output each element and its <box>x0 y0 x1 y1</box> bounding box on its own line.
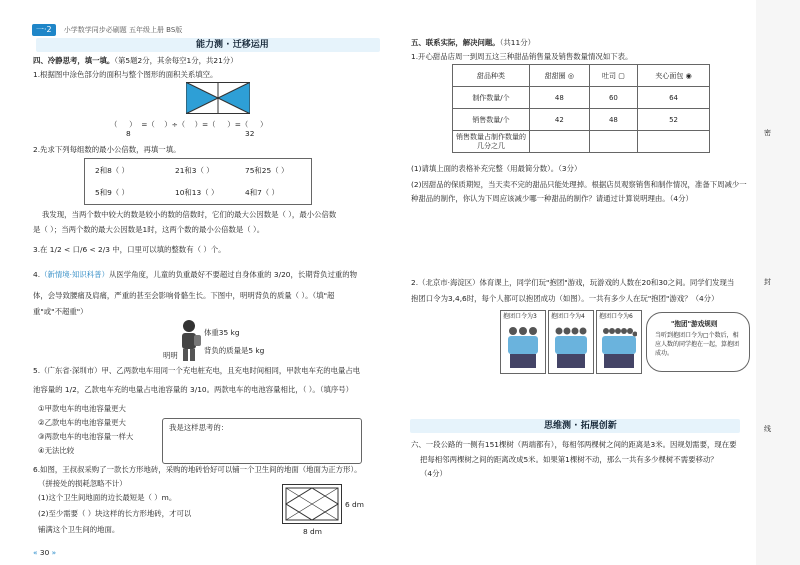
q5-think-label: 我是这样思考的： <box>169 423 229 432</box>
donut-icon: ◎ <box>567 71 575 80</box>
binding-char-1: 密 <box>764 129 771 137</box>
binding-char-3: 线 <box>764 425 771 433</box>
q1-den-1: 8 <box>126 129 131 138</box>
hug-caption-6: 抱团口令为6 <box>599 313 633 320</box>
q4-line2: 体，会导致腰痛及肩痛，严重的甚至会影响骨骼生长。下图中，明明背负的质量（ ）。（填"超 <box>33 291 335 300</box>
q51-text: 1.开心甜品店周一到周五这三种甜品销售量及销售数量情况如下表。 <box>411 52 633 61</box>
q2-line1: 我发现，当两个数中较大的数是较小的数的倍数时，它们的最大公因数是（ ），最小公倍数 <box>42 210 337 219</box>
q5-opt4: ④无法比较 <box>38 446 75 455</box>
q52-line1: 2.（北京市·海淀区）体育课上，同学们玩"抱团"游戏，玩游戏的人数在20和30之间。同学们发现当 <box>411 278 735 287</box>
hug-group-4 <box>553 325 589 369</box>
q1-den-2: 32 <box>245 129 255 138</box>
q2-r1c3: 75和25（ ） <box>245 166 289 175</box>
q52-line2: 抱团口令为3,4,6时，每个人都可以抱团成功（如图）。一共有多少人在玩"抱团"游戏？（4分） <box>411 294 719 303</box>
banner-thinking <box>410 419 740 433</box>
q5-line1: 5.（广东省·深圳市）甲、乙两款电车用同一个充电桩充电，且充电时间相同，甲款电车充的电量占电 <box>33 366 361 375</box>
section5-title: 五、联系实际，解决问题。（共11分） <box>411 38 535 47</box>
banner-thinking-title: 思维测 · 拓展创新 <box>544 421 617 431</box>
cell <box>589 131 637 153</box>
th-donut: 甜甜圈 ◎ <box>530 65 590 87</box>
tile-width: 8 dm <box>303 527 322 536</box>
section6-line3: （4分） <box>420 469 447 478</box>
q6-line1: 6.如图，王叔叔采购了一款长方形地砖，采购的地砖恰好可以铺一个卫生间的地面（地面为正方形）。 <box>33 465 362 474</box>
q2-line2: 是（ ）；当两个数的最大公因数是1时，这两个数的最小公倍数是（ ）。 <box>33 225 265 234</box>
header-series: 小学数学同步必刷题 五年级上册 BS版 <box>63 26 183 34</box>
cell: 64 <box>638 87 710 109</box>
row-made-label: 制作数量/个 <box>453 87 530 109</box>
hug-group-6 <box>601 325 637 369</box>
q1-expression: （ ） =（ ）÷（ ）=（ ）=（ ） <box>110 120 268 129</box>
q51-b2: 种甜品的制作，你认为下周应该减少哪一种甜品的制作？请通过计算说明理由。（4分） <box>411 194 693 203</box>
q2-box <box>84 158 312 205</box>
cell: 48 <box>530 87 590 109</box>
q1-text: 1.根据图中涂色部分的面积与整个图形的面积关系填空。 <box>33 70 218 79</box>
q5-opt1: ①甲款电车的电池容量更大 <box>38 404 126 413</box>
child-figure <box>174 318 204 362</box>
q5-line2: 池容量的 1/2，乙款电车充的电量占电池容量的 3/10。两款电车的电池容量相比，（ ）。（填序号） <box>33 385 354 394</box>
toast-icon: ▢ <box>618 71 625 80</box>
hug-caption-4: 抱团口令为4 <box>551 313 585 320</box>
hug-panel-3 <box>500 310 546 374</box>
q4-name: 明明 <box>163 351 178 360</box>
hug-panel-4 <box>548 310 594 374</box>
q6-s2: (2)至少需要（ ）块这样的长方形地砖，才可以 <box>38 509 192 518</box>
cell <box>530 131 590 153</box>
binding-strip <box>756 0 800 565</box>
cell: 48 <box>589 109 637 131</box>
binding-char-2: 封 <box>764 278 771 286</box>
q4-bag: 背负的质量是5 kg <box>204 346 265 355</box>
q51-b1: (2)因甜品的保质期短，当天卖不完的甜品只能处理掉。根据店员观察销售和制作情况，准备下周减少一 <box>411 180 747 189</box>
q2-r1c2: 21和3（ ） <box>175 166 214 175</box>
section6-line2: 把每相邻两棵树之间的距离改成5米。如果第1棵树不动，那么一共有多少棵树不需要移动？ <box>420 455 718 464</box>
q6-s1: (1)这个卫生间地面的边长最短是（ ）m。 <box>38 493 177 502</box>
th-bread: 夹心面包 ◉ <box>638 65 710 87</box>
bread-icon: ◉ <box>685 71 692 80</box>
q5-opt3: ③两款电车的电池容量一样大 <box>38 432 134 441</box>
q6-s3: 铺满这个卫生间的地面。 <box>38 525 120 534</box>
q6-line2: （拼接处的损耗忽略不计） <box>38 479 127 488</box>
q4-weight: 体重35 kg <box>204 328 240 337</box>
hug-group-3 <box>505 325 541 369</box>
q2-r2c2: 10和13（ ） <box>175 188 219 197</box>
hug-rule-title: "抱团"游戏规则 <box>671 320 718 328</box>
cell: 42 <box>530 109 590 131</box>
q51-a: (1)请填上面的表格补充完整（用最简分数）。（3分） <box>411 164 582 173</box>
q2-r2c3: 4和7（ ） <box>245 188 279 197</box>
page-header <box>32 17 182 36</box>
backpack-icon <box>194 335 201 346</box>
th-type: 甜品种类 <box>453 65 530 87</box>
page-number: « 30 » <box>33 548 57 557</box>
q5-think-box <box>162 418 362 464</box>
q1-figure <box>186 82 250 114</box>
header-badge: 一·2 <box>32 24 56 36</box>
banner-ability <box>36 38 380 52</box>
section4-title: 四、冷静思考，填一填。（第5题2分，其余每空1分，共21分） <box>33 56 238 65</box>
hug-rule-bubble <box>646 312 750 372</box>
q5-opt2: ②乙款电车的电池容量更大 <box>38 418 126 427</box>
q4-line3: 重"或"不超重"） <box>33 307 88 316</box>
row-fraction-label: 销售数量占制作数量的几分之几 <box>453 131 530 153</box>
q2-r2c1: 5和9（ ） <box>95 188 129 197</box>
hug-caption-3: 抱团口令为3 <box>503 313 537 320</box>
q4-line1: 4.（新情境·知识科普）从医学角度，儿童的负重最好不要超过自身体重的 3/20，长期背负过重的物 <box>33 270 358 279</box>
cell: 52 <box>638 109 710 131</box>
q4-tag: （新情境·知识科普） <box>40 270 109 279</box>
row-sold-label: 销售数量/个 <box>453 109 530 131</box>
hug-panel-6 <box>596 310 642 374</box>
section6-line1: 六、一段公路的一侧有151棵树（两端都有），每相邻两棵树之间的距离是3米。因规划需要，现在要 <box>411 440 737 449</box>
dessert-table <box>452 64 710 153</box>
tile-height: 6 dm <box>345 500 364 509</box>
cell: 60 <box>589 87 637 109</box>
q3-text: 3.在 1/2 < 口/6 < 2/3 中，口里可以填的整数有（ ）个。 <box>33 245 226 254</box>
banner-ability-title: 能力测 · 迁移运用 <box>196 40 269 50</box>
q2-r1c1: 2和8（ ） <box>95 166 129 175</box>
cell <box>638 131 710 153</box>
hug-rule-text: 当听到抱团口令为□个数后，相应人数的同学抱在一起，算抱团成功。 <box>655 332 740 357</box>
th-toast: 吐司 ▢ <box>589 65 637 87</box>
tile-figure <box>282 484 342 524</box>
q2-text: 2.先求下列每组数的最小公倍数，再填一填。 <box>33 145 181 154</box>
